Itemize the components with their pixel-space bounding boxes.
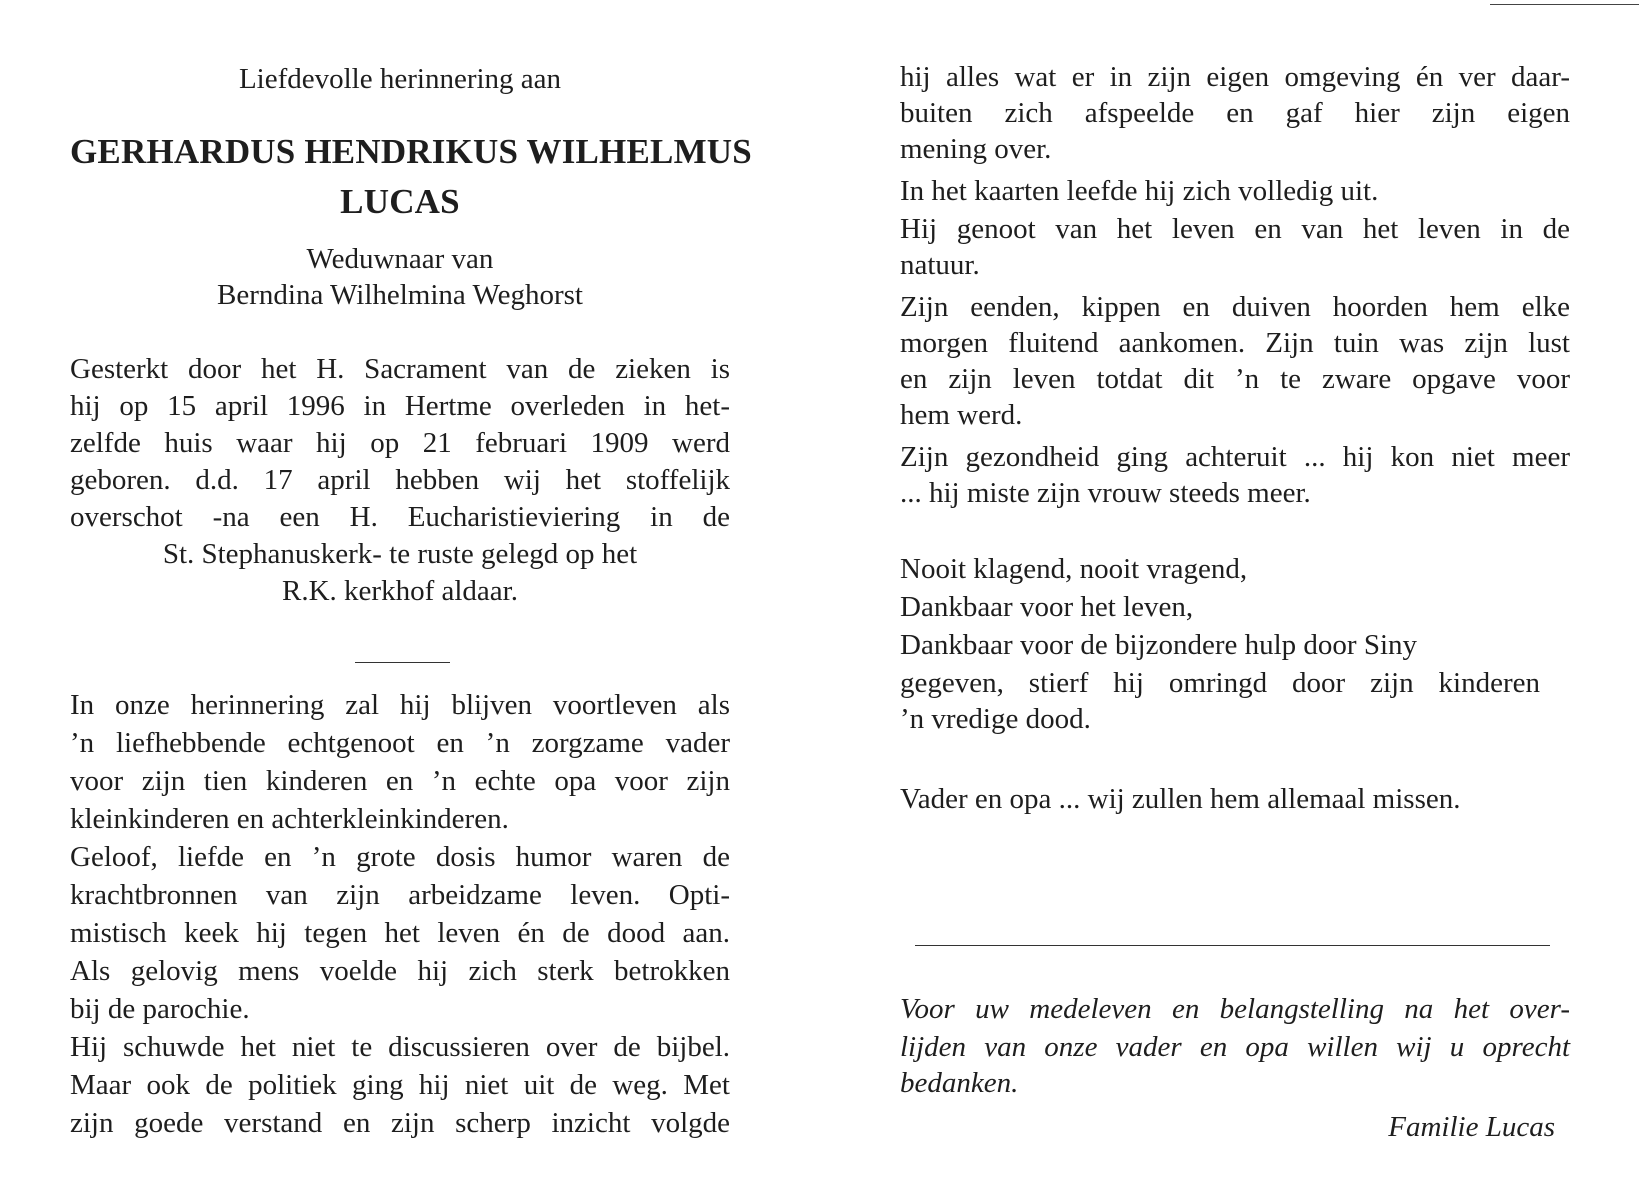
death-notice-line: hij op 15 april 1996 in Hertme overleden in het- — [70, 390, 730, 422]
section-divider — [355, 662, 450, 663]
remembrance-line: mistisch keek hij tegen het leven én de dood aan. — [70, 917, 730, 949]
life-story-line: hem werd. — [900, 399, 1023, 431]
death-notice-line: R.K. kerkhof aldaar. — [282, 575, 518, 607]
family-signature: Familie Lucas — [1388, 1111, 1555, 1143]
intro-text: Liefdevolle herinnering aan — [238, 63, 562, 95]
life-story-line: mening over. — [900, 133, 1052, 165]
widow-of-text: Weduwnaar van — [306, 243, 494, 275]
remembrance-line: voor zijn tien kinderen en ’n echte opa voor zijn — [70, 765, 730, 797]
life-story-line: en zijn leven totdat dit ’n te zware opgave voor — [900, 363, 1570, 395]
life-story-line: In het kaarten leefde hij zich volledig uit. — [900, 175, 1379, 207]
thanks-divider — [915, 945, 1550, 946]
right-panel — [900, 0, 1580, 1200]
life-story-line: ... hij miste zijn vrouw steeds meer. — [900, 477, 1311, 509]
deceased-name-line2: LUCAS — [340, 182, 460, 221]
life-story-line: Zijn gezondheid ging achteruit ... hij kon niet meer — [900, 441, 1570, 473]
death-notice-line: geboren. d.d. 17 april hebben wij het stoffelijk — [70, 464, 730, 496]
poem-line: ’n vredige dood. — [900, 703, 1091, 735]
poem-line: gegeven, stierf hij omringd door zijn kinderen — [900, 667, 1540, 699]
remembrance-line: Geloof, liefde en ’n grote dosis humor waren de — [70, 841, 730, 873]
spouse-name: Berndina Wilhelmina Weghorst — [217, 279, 583, 311]
life-story-line: natuur. — [900, 249, 980, 281]
life-story-line: morgen fluitend aankomen. Zijn tuin was zijn lust — [900, 327, 1570, 359]
death-notice-line: St. Stephanuskerk- te ruste gelegd op het — [162, 538, 638, 570]
thanks-line: bedanken. — [900, 1067, 1019, 1099]
life-story-line: Hij genoot van het leven en van het leven in de — [900, 213, 1570, 245]
remembrance-line: In onze herinnering zal hij blijven voortleven als — [70, 689, 730, 721]
life-story-line: buiten zich afspeelde en gaf hier zijn eigen — [900, 97, 1570, 129]
death-notice-line: zelfde huis waar hij op 21 februari 1909 werd — [70, 427, 730, 459]
remembrance-line: ’n liefhebbende echtgenoot en ’n zorgzame vader — [70, 727, 730, 759]
poem-line: Dankbaar voor het leven, — [900, 591, 1194, 623]
life-story-line: Zijn eenden, kippen en duiven hoorden hem elke — [900, 291, 1570, 323]
remembrance-line: zijn goede verstand en zijn scherp inzicht volgde — [70, 1107, 730, 1139]
thanks-line: Voor uw medeleven en belangstelling na het over- — [900, 993, 1570, 1025]
death-notice-line: Gesterkt door het H. Sacrament van de zieken is — [70, 353, 730, 385]
remembrance-line: kleinkinderen en achterkleinkinderen. — [70, 803, 509, 835]
poem-line: Dankbaar voor de bijzondere hulp door Siny — [900, 629, 1418, 661]
deceased-name-line1: GERHARDUS HENDRIKUS WILHELMUS — [70, 132, 752, 171]
left-panel — [70, 0, 752, 1200]
closing-line: Vader en opa ... wij zullen hem allemaal missen. — [900, 783, 1461, 815]
death-notice-line: overschot -na een H. Eucharistieviering in de — [70, 501, 730, 533]
remembrance-line: bij de parochie. — [70, 993, 250, 1025]
remembrance-line: Als gelovig mens voelde hij zich sterk betrokken — [70, 955, 730, 987]
life-story-line: hij alles wat er in zijn eigen omgeving én ver daar- — [900, 61, 1570, 93]
remembrance-line: Hij schuwde het niet te discussieren over de bijbel. — [70, 1031, 730, 1063]
remembrance-line: Maar ook de politiek ging hij niet uit de weg. Met — [70, 1069, 730, 1101]
thanks-line: lijden van onze vader en opa willen wij u oprecht — [900, 1031, 1570, 1063]
poem-line: Nooit klagend, nooit vragend, — [900, 553, 1248, 585]
remembrance-line: krachtbronnen van zijn arbeidzame leven. Opti- — [70, 879, 730, 911]
